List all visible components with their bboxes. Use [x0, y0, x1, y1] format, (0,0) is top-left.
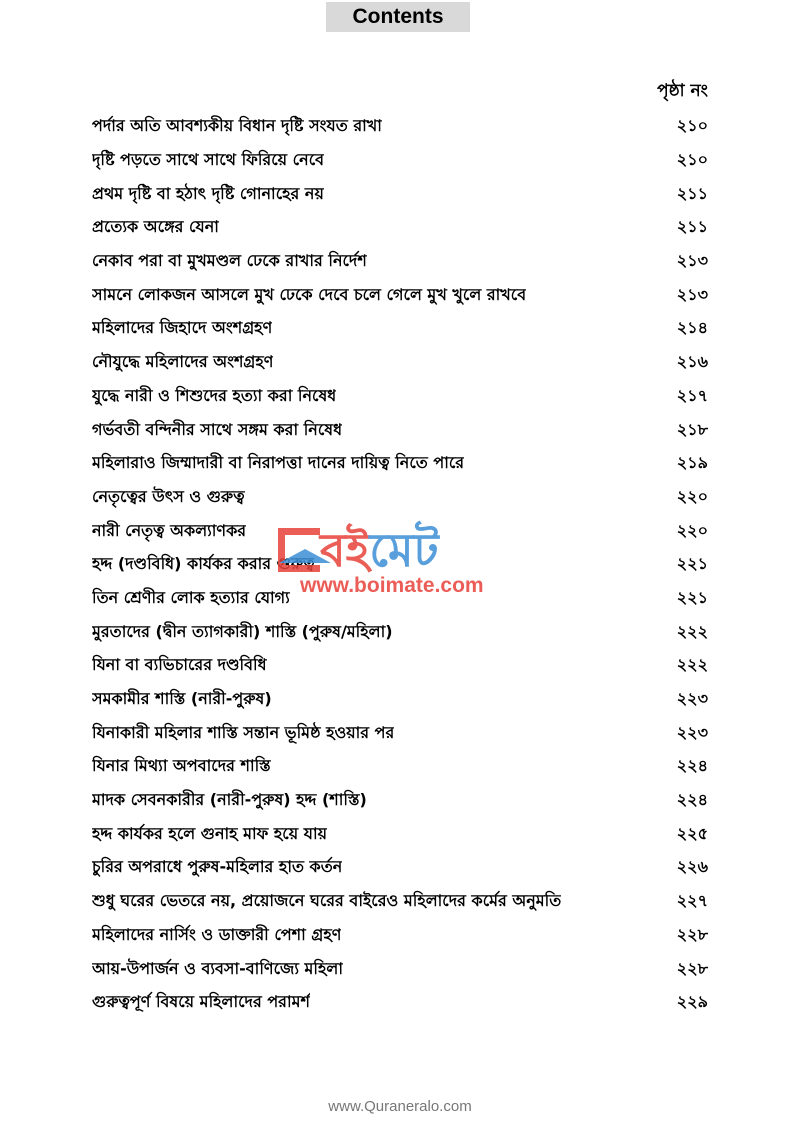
toc-entry-title: আয়-উপার্জন ও ব্যবসা-বাণিজ্যে মহিলা	[92, 958, 343, 978]
toc-entry-page: ২১৮	[676, 419, 708, 439]
toc-entry[interactable]	[92, 615, 708, 649]
toc-entry-page: ২২৪	[676, 756, 708, 776]
toc-entry-title: মাদক সেবনকারীর (নারী-পুরুষ) হদ্দ (শাস্তি)	[92, 790, 367, 810]
toc-entry-title: মহিলাদের জিহাদে অংশগ্রহণ	[92, 318, 273, 338]
watermark-url: www.boimate.com	[300, 574, 484, 597]
toc-entry[interactable]	[92, 582, 708, 616]
toc-entry[interactable]	[92, 211, 708, 245]
toc-entry-page: ২১১	[676, 217, 708, 237]
toc-entry-title: দৃষ্টি পড়তে সাথে সাথে ফিরিয়ে নেবে	[92, 150, 325, 170]
toc-entry-page: ২২৩	[676, 689, 708, 709]
toc-entry[interactable]	[92, 278, 708, 312]
toc-entry-page: ২২১	[676, 554, 708, 574]
toc-entry-page: ২১১	[676, 183, 708, 203]
toc-entry-title: মুরতাদের (দ্বীন ত্যাগকারী) শাস্তি (পুরুষ/মহিলা)	[92, 621, 393, 641]
toc-entry-title: নৌযুদ্ধে মহিলাদের অংশগ্রহণ	[92, 352, 274, 372]
toc-entry-page: ২১৩	[676, 251, 708, 271]
contents-title: Contents	[326, 2, 470, 32]
toc-entry-page: ২১৯	[676, 453, 708, 473]
table-of-contents	[92, 110, 708, 1020]
toc-entry[interactable]	[92, 245, 708, 279]
toc-entry-title: নারী নেতৃত্ব অকল্যাণকর	[92, 520, 247, 540]
toc-entry-page: ২১০	[676, 116, 708, 136]
toc-entry[interactable]	[92, 750, 708, 784]
toc-entry[interactable]	[92, 952, 708, 986]
toc-entry-page: ২২২	[676, 621, 708, 641]
toc-entry-title: চুরির অপরাধে পুরুষ-মহিলার হাত কর্তন	[92, 857, 343, 877]
toc-entry-page: ২২৩	[676, 722, 708, 742]
toc-entry-title: তিন শ্রেণীর লোক হত্যার যোগ্য	[92, 587, 290, 607]
toc-entry[interactable]	[92, 413, 708, 447]
toc-entry-title: নেতৃত্বের উৎস ও গুরুত্ব	[92, 486, 245, 506]
toc-entry-title: মহিলারাও জিম্মাদারী বা নিরাপত্তা দানের দায়িত্ব নিতে পারে	[92, 453, 465, 473]
toc-entry-title: নেকাব পরা বা মুখমণ্ডল ঢেকে রাখার নির্দেশ	[92, 251, 367, 271]
toc-entry-title: যুদ্ধে নারী ও শিশুদের হত্যা করা নিষেধ	[92, 385, 337, 405]
toc-entry-page: ২২৫	[676, 823, 708, 843]
toc-entry-title: যিনা বা ব্যভিচারের দণ্ডবিধি	[92, 655, 267, 675]
toc-entry-page: ২২০	[676, 520, 708, 540]
toc-entry[interactable]	[92, 649, 708, 683]
page-number-column-label: পৃষ্ঠা নং	[657, 81, 708, 101]
toc-entry-page: ২২৮	[676, 958, 708, 978]
toc-entry-page: ২১৪	[676, 318, 708, 338]
toc-entry-title: প্রথম দৃষ্টি বা হঠাৎ দৃষ্টি গোনাহের নয়	[92, 183, 324, 203]
toc-entry-page: ২২২	[676, 655, 708, 675]
toc-entry-title: শুধু ঘরের ভেতরে নয়, প্রয়োজনে ঘরের বাইরেও মহিলাদের কর্মের অনুমতি	[92, 891, 562, 911]
watermark-logo-text-1: বই	[320, 523, 370, 577]
toc-entry-title: হদ্দ (দণ্ডবিধি) কার্যকর করার গুরুত্ব	[92, 554, 315, 574]
toc-entry-page: ২১৭	[676, 385, 708, 405]
toc-entry-title: প্রত্যেক অঙ্গের যেনা	[92, 217, 219, 237]
toc-entry-page: ২২৬	[676, 857, 708, 877]
toc-entry-page: ২২০	[676, 486, 708, 506]
toc-entry[interactable]	[92, 514, 708, 548]
toc-entry-title: মহিলাদের নার্সিং ও ডাক্তারী পেশা গ্রহণ	[92, 924, 342, 944]
toc-entry-page: ২২৯	[676, 992, 708, 1012]
toc-entry[interactable]	[92, 986, 708, 1020]
toc-entry[interactable]	[92, 548, 708, 582]
toc-entry-page: ২২৭	[676, 891, 708, 911]
toc-entry-title: যিনার মিথ্যা অপবাদের শাস্তি	[92, 756, 271, 776]
toc-entry[interactable]	[92, 144, 708, 178]
toc-entry[interactable]	[92, 346, 708, 380]
toc-entry[interactable]	[92, 177, 708, 211]
toc-entry-title: সামনে লোকজন আসলে মুখ ঢেকে দেবে চলে গেলে মুখ খুলে রাখবে	[92, 284, 527, 304]
toc-entry-page: ২২৮	[676, 924, 708, 944]
toc-entry-title: গর্ভবতী বন্দিনীর সাথে সঙ্গম করা নিষেধ	[92, 419, 343, 439]
toc-entry[interactable]	[92, 919, 708, 953]
watermark-logo-text-2: মেট	[369, 523, 439, 577]
toc-entry[interactable]	[92, 481, 708, 515]
toc-entry[interactable]	[92, 784, 708, 818]
toc-entry-title: পর্দার অতি আবশ্যকীয় বিধান দৃষ্টি সংযত রাখা	[92, 116, 382, 136]
toc-entry[interactable]	[92, 110, 708, 144]
toc-entry-title: গুরুত্বপূর্ণ বিষয়ে মহিলাদের পরামর্শ	[92, 992, 310, 1012]
toc-entry-page: ২২৪	[676, 790, 708, 810]
toc-entry[interactable]	[92, 380, 708, 414]
toc-entry[interactable]	[92, 817, 708, 851]
toc-entry-page: ২২১	[676, 587, 708, 607]
toc-entry[interactable]	[92, 312, 708, 346]
toc-entry-page: ২১৩	[676, 284, 708, 304]
toc-entry-page: ২১০	[676, 150, 708, 170]
toc-entry-title: যিনাকারী মহিলার শাস্তি সন্তান ভূমিষ্ঠ হওয়ার পর	[92, 722, 395, 742]
toc-entry[interactable]	[92, 716, 708, 750]
toc-entry[interactable]	[92, 447, 708, 481]
toc-entry-title: সমকামীর শাস্তি (নারী-পুরুষ)	[92, 689, 272, 709]
footer-site: www.Quraneralo.com	[328, 1098, 472, 1115]
toc-entry-title: হদ্দ কার্যকর হলে গুনাহ মাফ হয়ে যায়	[92, 823, 328, 843]
toc-entry-page: ২১৬	[676, 352, 708, 372]
toc-entry[interactable]	[92, 885, 708, 919]
toc-entry[interactable]	[92, 683, 708, 717]
toc-entry[interactable]	[92, 851, 708, 885]
